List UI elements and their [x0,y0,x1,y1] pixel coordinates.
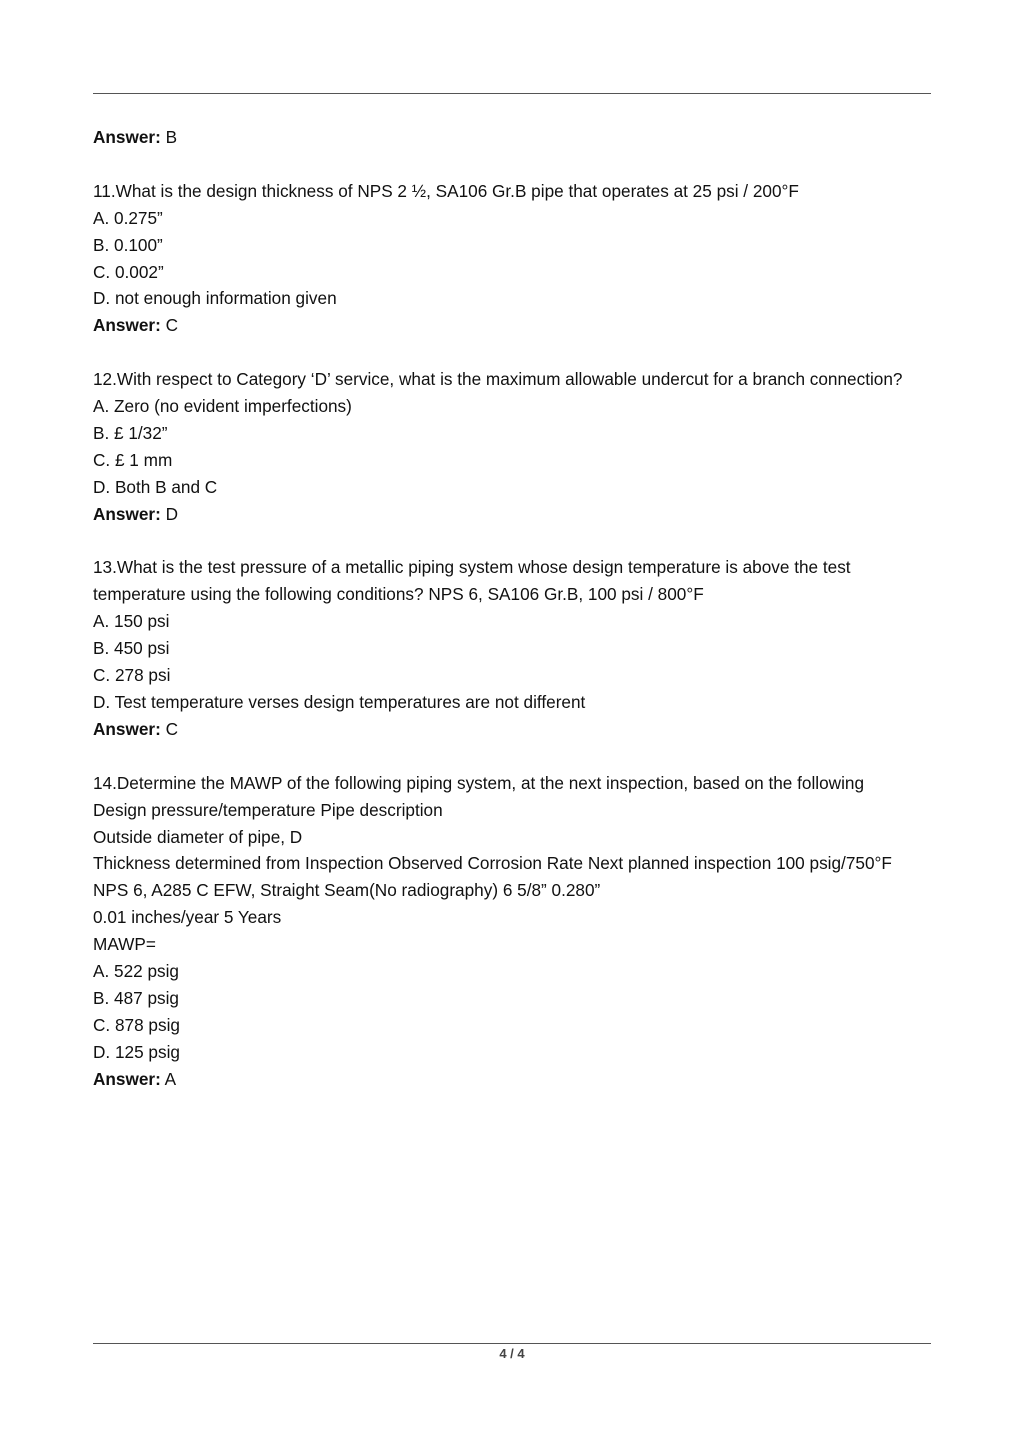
spacer [93,339,938,366]
option-d: D. not enough information given [93,288,337,309]
question-14-line: MAWP= [93,934,156,955]
header-divider [93,93,931,94]
answer-value: D [165,503,179,524]
answer-value: C [165,718,179,739]
question-13-text: 13.What is the test pressure of a metallic piping system whose design temperature is above the test temperature using the following conditions? NPS 6, SA106 Gr.B, 100 psi / 800°F [93,557,851,605]
answer-value: A [164,1068,177,1089]
option-c: C. £ 1 mm [93,449,173,470]
question-12-text: 12.With respect to Category ‘D’ service, what is the maximum allowable undercut for a branch connection? [93,369,903,390]
page-number: 4 / 4 [499,1346,525,1361]
question-14-line: Design pressure/temperature Pipe description [93,799,443,820]
answer-label: Answer: [93,1068,161,1089]
question-14-line: Thickness determined from Inspection Observed Corrosion Rate Next planned inspection 100 psig/750°F [93,853,892,874]
option-d: D. 125 psig [93,1041,180,1062]
answer-label: Answer: [93,315,161,336]
answer-value: B [165,127,178,147]
footer-divider [93,1343,931,1344]
spacer [93,743,938,770]
question-14-line: 14.Determine the MAWP of the following piping system, at the next inspection, based on the following [93,772,865,793]
option-c: C. 0.002” [93,261,164,282]
answer-label: Answer: [93,718,161,739]
spacer [93,528,938,555]
spacer [93,151,938,178]
option-b: B. 487 psig [93,987,179,1008]
option-d: D. Test temperature verses design temperatures are not different [93,691,586,712]
answer-line [93,312,938,339]
option-b: B. 450 psi [93,638,170,659]
option-b: B. £ 1/32” [93,422,168,443]
option-a: A. 522 psig [93,961,179,982]
option-c: C. 878 psig [93,1014,180,1035]
question-11-text: 11.What is the design thickness of NPS 2 ½, SA106 Gr.B pipe that operates at 25 psi / 200°F [93,180,799,201]
document-body [93,124,938,1093]
answer-line [93,124,938,151]
option-a: A. 150 psi [93,611,170,632]
answer-label: Answer: [93,127,161,147]
option-b: B. 0.100” [93,234,163,255]
answer-label: Answer: [93,503,161,524]
option-c: C. 278 psi [93,665,171,686]
answer-line [93,501,938,528]
question-14-line: NPS 6, A285 C EFW, Straight Seam(No radiography) 6 5/8” 0.280” [93,880,601,901]
answer-value: C [165,315,179,336]
option-a: A. Zero (no evident imperfections) [93,396,352,417]
question-14-line: 0.01 inches/year 5 Years [93,907,282,928]
option-d: D. Both B and C [93,476,218,497]
answer-line [93,1066,938,1093]
option-a: A. 0.275” [93,207,163,228]
answer-line [93,716,938,743]
question-14-line: Outside diameter of pipe, D [93,826,303,847]
